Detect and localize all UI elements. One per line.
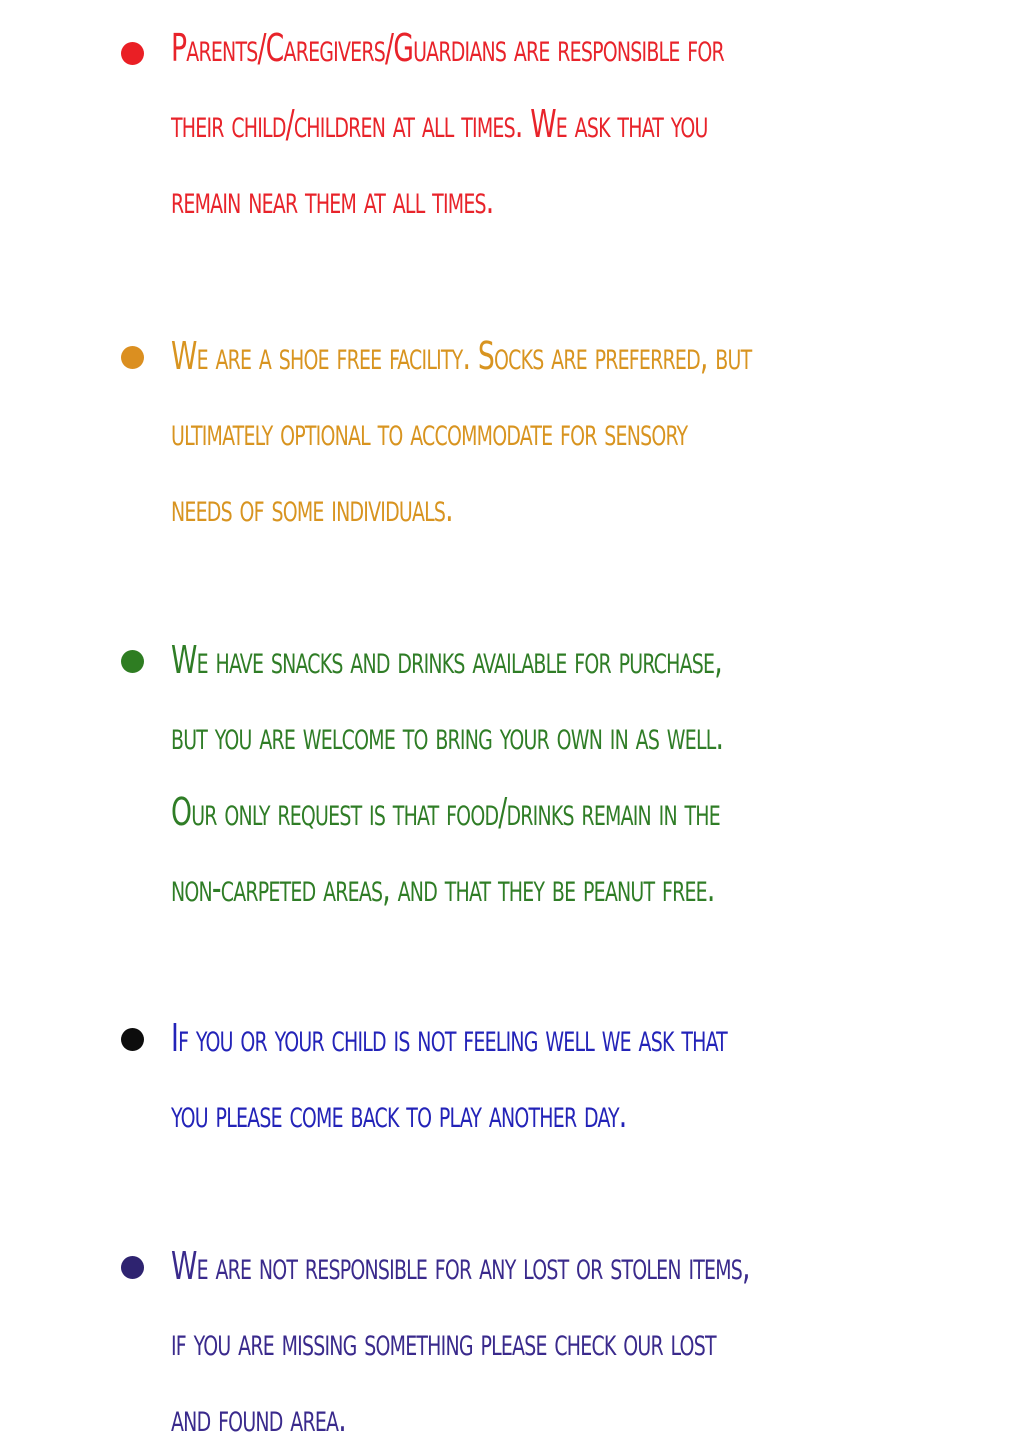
bullet-icon xyxy=(121,42,144,65)
bullet-icon xyxy=(121,346,144,369)
bullet-icon xyxy=(121,1028,144,1051)
rule-text: We have snacks and drinks available for purchase, but you are welcome to bring your own in as well. Our only request is that food/drinks remain in the non-carpeted areas, and that they be peanut free. xyxy=(171,638,724,910)
rule-text: We are a shoe free facility. Socks are preferred, but ultimately optional to accommodate for sensory needs of some individuals. xyxy=(171,334,752,530)
bullet-icon xyxy=(121,650,144,673)
rule-text: Parents/Caregivers/Guardians are responsible for their child/children at all times. We ask that you remain near them at all times. xyxy=(171,26,724,222)
bullet-icon xyxy=(121,1256,144,1279)
rule-text: If you or your child is not feeling well we ask that you please come back to play another day. xyxy=(171,1016,727,1136)
rule-text: We are not responsible for any lost or stolen items, if you are missing something please check our lost and found area. xyxy=(171,1244,750,1440)
